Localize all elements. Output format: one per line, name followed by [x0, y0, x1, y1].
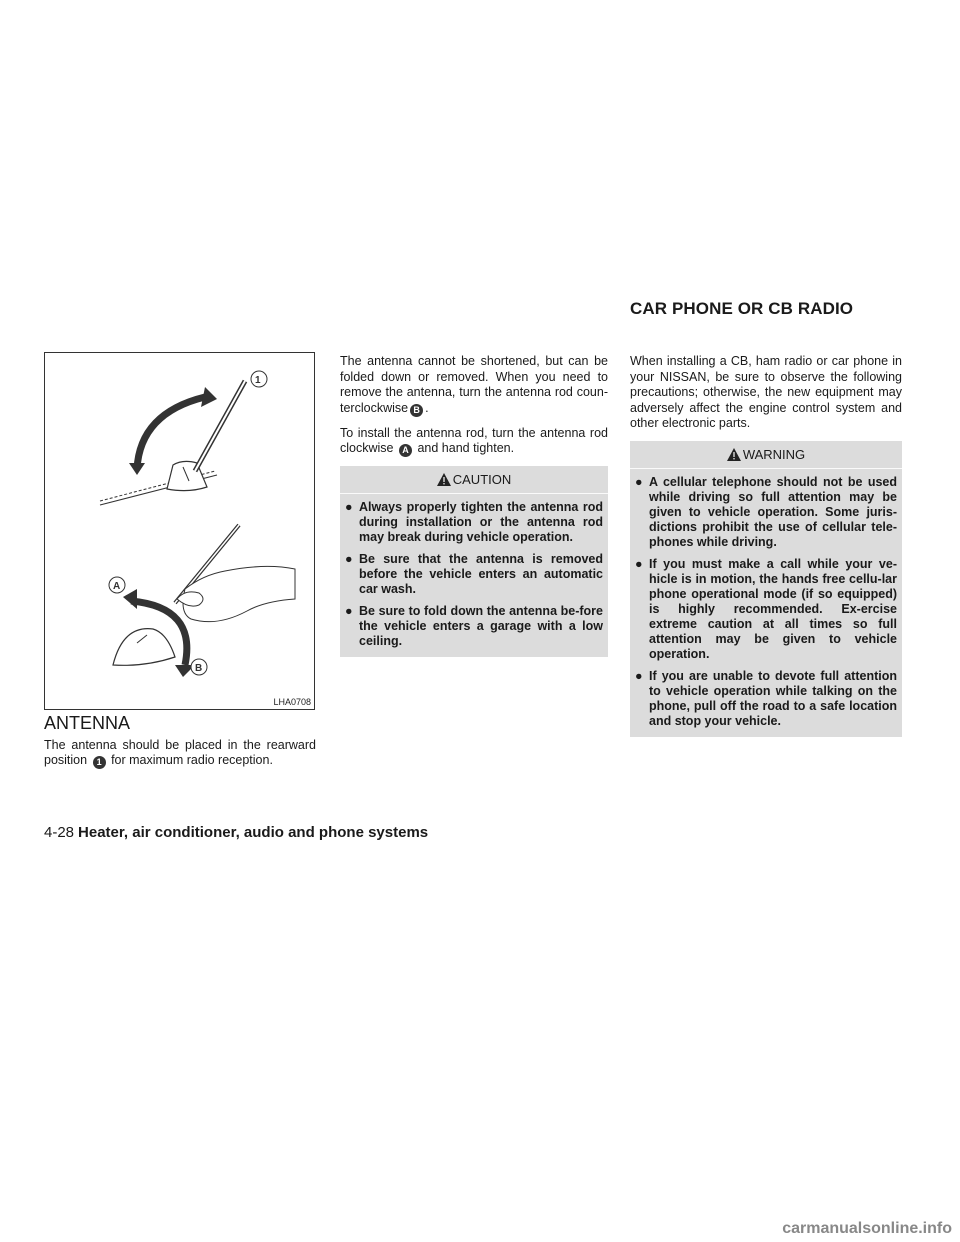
warning-box	[630, 441, 902, 737]
caution-list	[345, 500, 603, 649]
list-item	[345, 604, 603, 649]
warning-list	[635, 475, 897, 729]
caution-title: CAUTION	[452, 472, 512, 487]
list-item	[345, 500, 603, 545]
text: A cellular telephone should not be used while driving so full attention may be given to vehicle operation. Some juris-dictions prohibit the use of cellular tele-phones while driving.	[649, 474, 897, 549]
carphone-column	[630, 354, 902, 737]
text: Always properly tighten the antenna rod during installation or the antenna rod may break during vehicle operation.	[359, 500, 603, 544]
page-footer	[44, 824, 428, 841]
text: If you must make a call while your ve-hicle is in motion, the hands free cellu-lar phone operational mode (if so equipped) is highly recommended. Ex-ercise extreme caution at all times so full attention may be given to vehicle operation.	[649, 556, 897, 661]
text: for maximum radio reception.	[111, 753, 273, 767]
warning-title: WARNING	[742, 446, 806, 462]
text: If you are unable to devote full attention to vehicle operation while talking on the phone, pull off the road to a safe location and stop your vehicle.	[649, 668, 897, 728]
bullet: ●	[635, 668, 643, 683]
text: Be sure that the antenna is removed before the vehicle enters an automatic car wash.	[359, 552, 603, 596]
callout-1: 1	[255, 375, 261, 386]
carphone-intro: When installing a CB, ham radio or car phone in your NISSAN, be sure to observe the following precautions; otherwise, the new equipment may adversely affect the engine control system and other electronic parts.	[630, 354, 902, 430]
callout-b: B	[195, 663, 203, 674]
text: and hand tighten.	[417, 441, 515, 455]
antenna-figure	[44, 352, 315, 710]
bullet: ●	[345, 604, 353, 618]
text: The antenna should be placed in the rearward position	[44, 737, 316, 767]
antenna-column-2	[340, 354, 608, 657]
text: The antenna cannot be shortened, but can be folded down or removed. When you need to remove the antenna, turn the antenna rod coun-terclockwise	[340, 354, 608, 415]
warning-triangle-icon	[727, 448, 741, 461]
callout-marker-1: 1	[93, 756, 106, 769]
list-item	[635, 475, 897, 550]
antenna-title: ANTENNA	[44, 713, 131, 733]
caution-box	[340, 466, 608, 657]
bullet: ●	[635, 474, 643, 489]
text: To install the antenna rod, turn the antenna rod clockwise	[340, 425, 608, 455]
antenna-para-1	[44, 738, 316, 770]
bullet: ●	[345, 552, 353, 566]
antenna-para-3	[340, 426, 608, 458]
antenna-para-2	[340, 354, 608, 417]
text: Be sure to fold down the antenna be-fore the vehicle enters a garage with a low ceiling.	[359, 604, 603, 648]
section-header: CAR PHONE OR CB RADIO	[630, 299, 854, 318]
warning-triangle-icon	[437, 473, 451, 486]
antenna-column	[44, 713, 316, 778]
list-item	[345, 552, 603, 597]
watermark: carmanualsonline.info	[782, 1220, 952, 1237]
list-item	[635, 557, 897, 662]
callout-marker-b: B	[410, 404, 423, 417]
callout-marker-a: A	[399, 444, 412, 457]
callout-a: A	[113, 581, 121, 592]
warning-title-row	[630, 445, 902, 469]
antenna-illustration	[45, 353, 314, 709]
text: .	[425, 400, 429, 415]
chapter-title: Heater, air conditioner, audio and phone systems	[78, 824, 429, 841]
bullet: ●	[345, 500, 353, 514]
list-item	[635, 669, 897, 729]
bullet: ●	[635, 556, 643, 571]
caution-title-row	[340, 470, 608, 494]
figure-label: LHA0708	[273, 697, 311, 707]
page-number: 4-28	[44, 824, 75, 841]
